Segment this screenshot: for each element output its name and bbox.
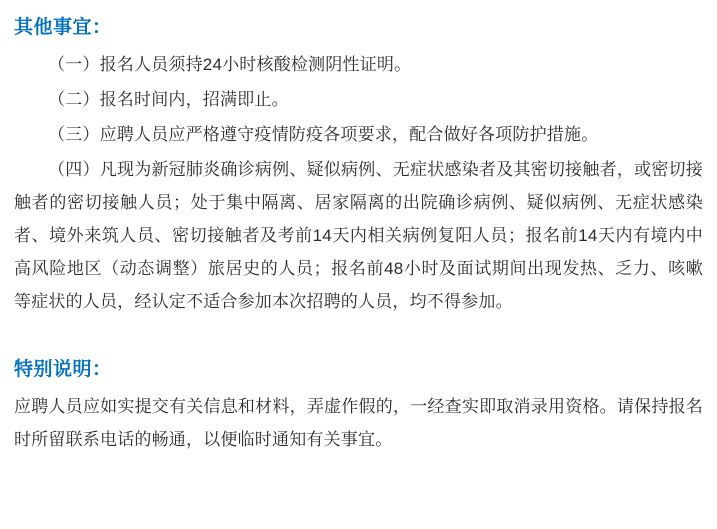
section-divider-space (14, 320, 703, 356)
paragraph: 应聘人员应如实提交有关信息和材料，弄虚作假的，一经查实即取消录用资格。请保持报名时所留联系电话的畅通，以便临时通知有关事宜。 (14, 397, 703, 449)
list-item: （二）报名时间内，招满即止。 (48, 90, 289, 109)
list-item: （四）凡现为新冠肺炎确诊病例、疑似病例、无症状感染者及其密切接触者，或密切接触者的密切接触人员；处于集中隔离、居家隔离的出院确诊病例、疑似病例、无症状感染者、境外来筑人员、密切接触者及考前14天内相关病例复阳人员；报名前14天内有境内中高风险地区（动态调整）旅居史的人员；报名前48小时及面试期间出现发热、乏力、咳嗽等症状的人员，经认定不适合参加本次招聘的人员，均不得参加。 (14, 160, 703, 311)
section-heading-other-matters: 其他事宜： (14, 17, 112, 38)
list-item: （一）报名人员须持24小时核酸检测阴性证明。 (48, 55, 412, 74)
section-heading-special-notes: 特别说明： (14, 359, 112, 380)
other-matters-list (14, 48, 703, 318)
special-notes-body (14, 390, 703, 456)
list-item: （三）应聘人员应严格遵守疫情防疫各项要求，配合做好各项防护措施。 (48, 125, 599, 144)
